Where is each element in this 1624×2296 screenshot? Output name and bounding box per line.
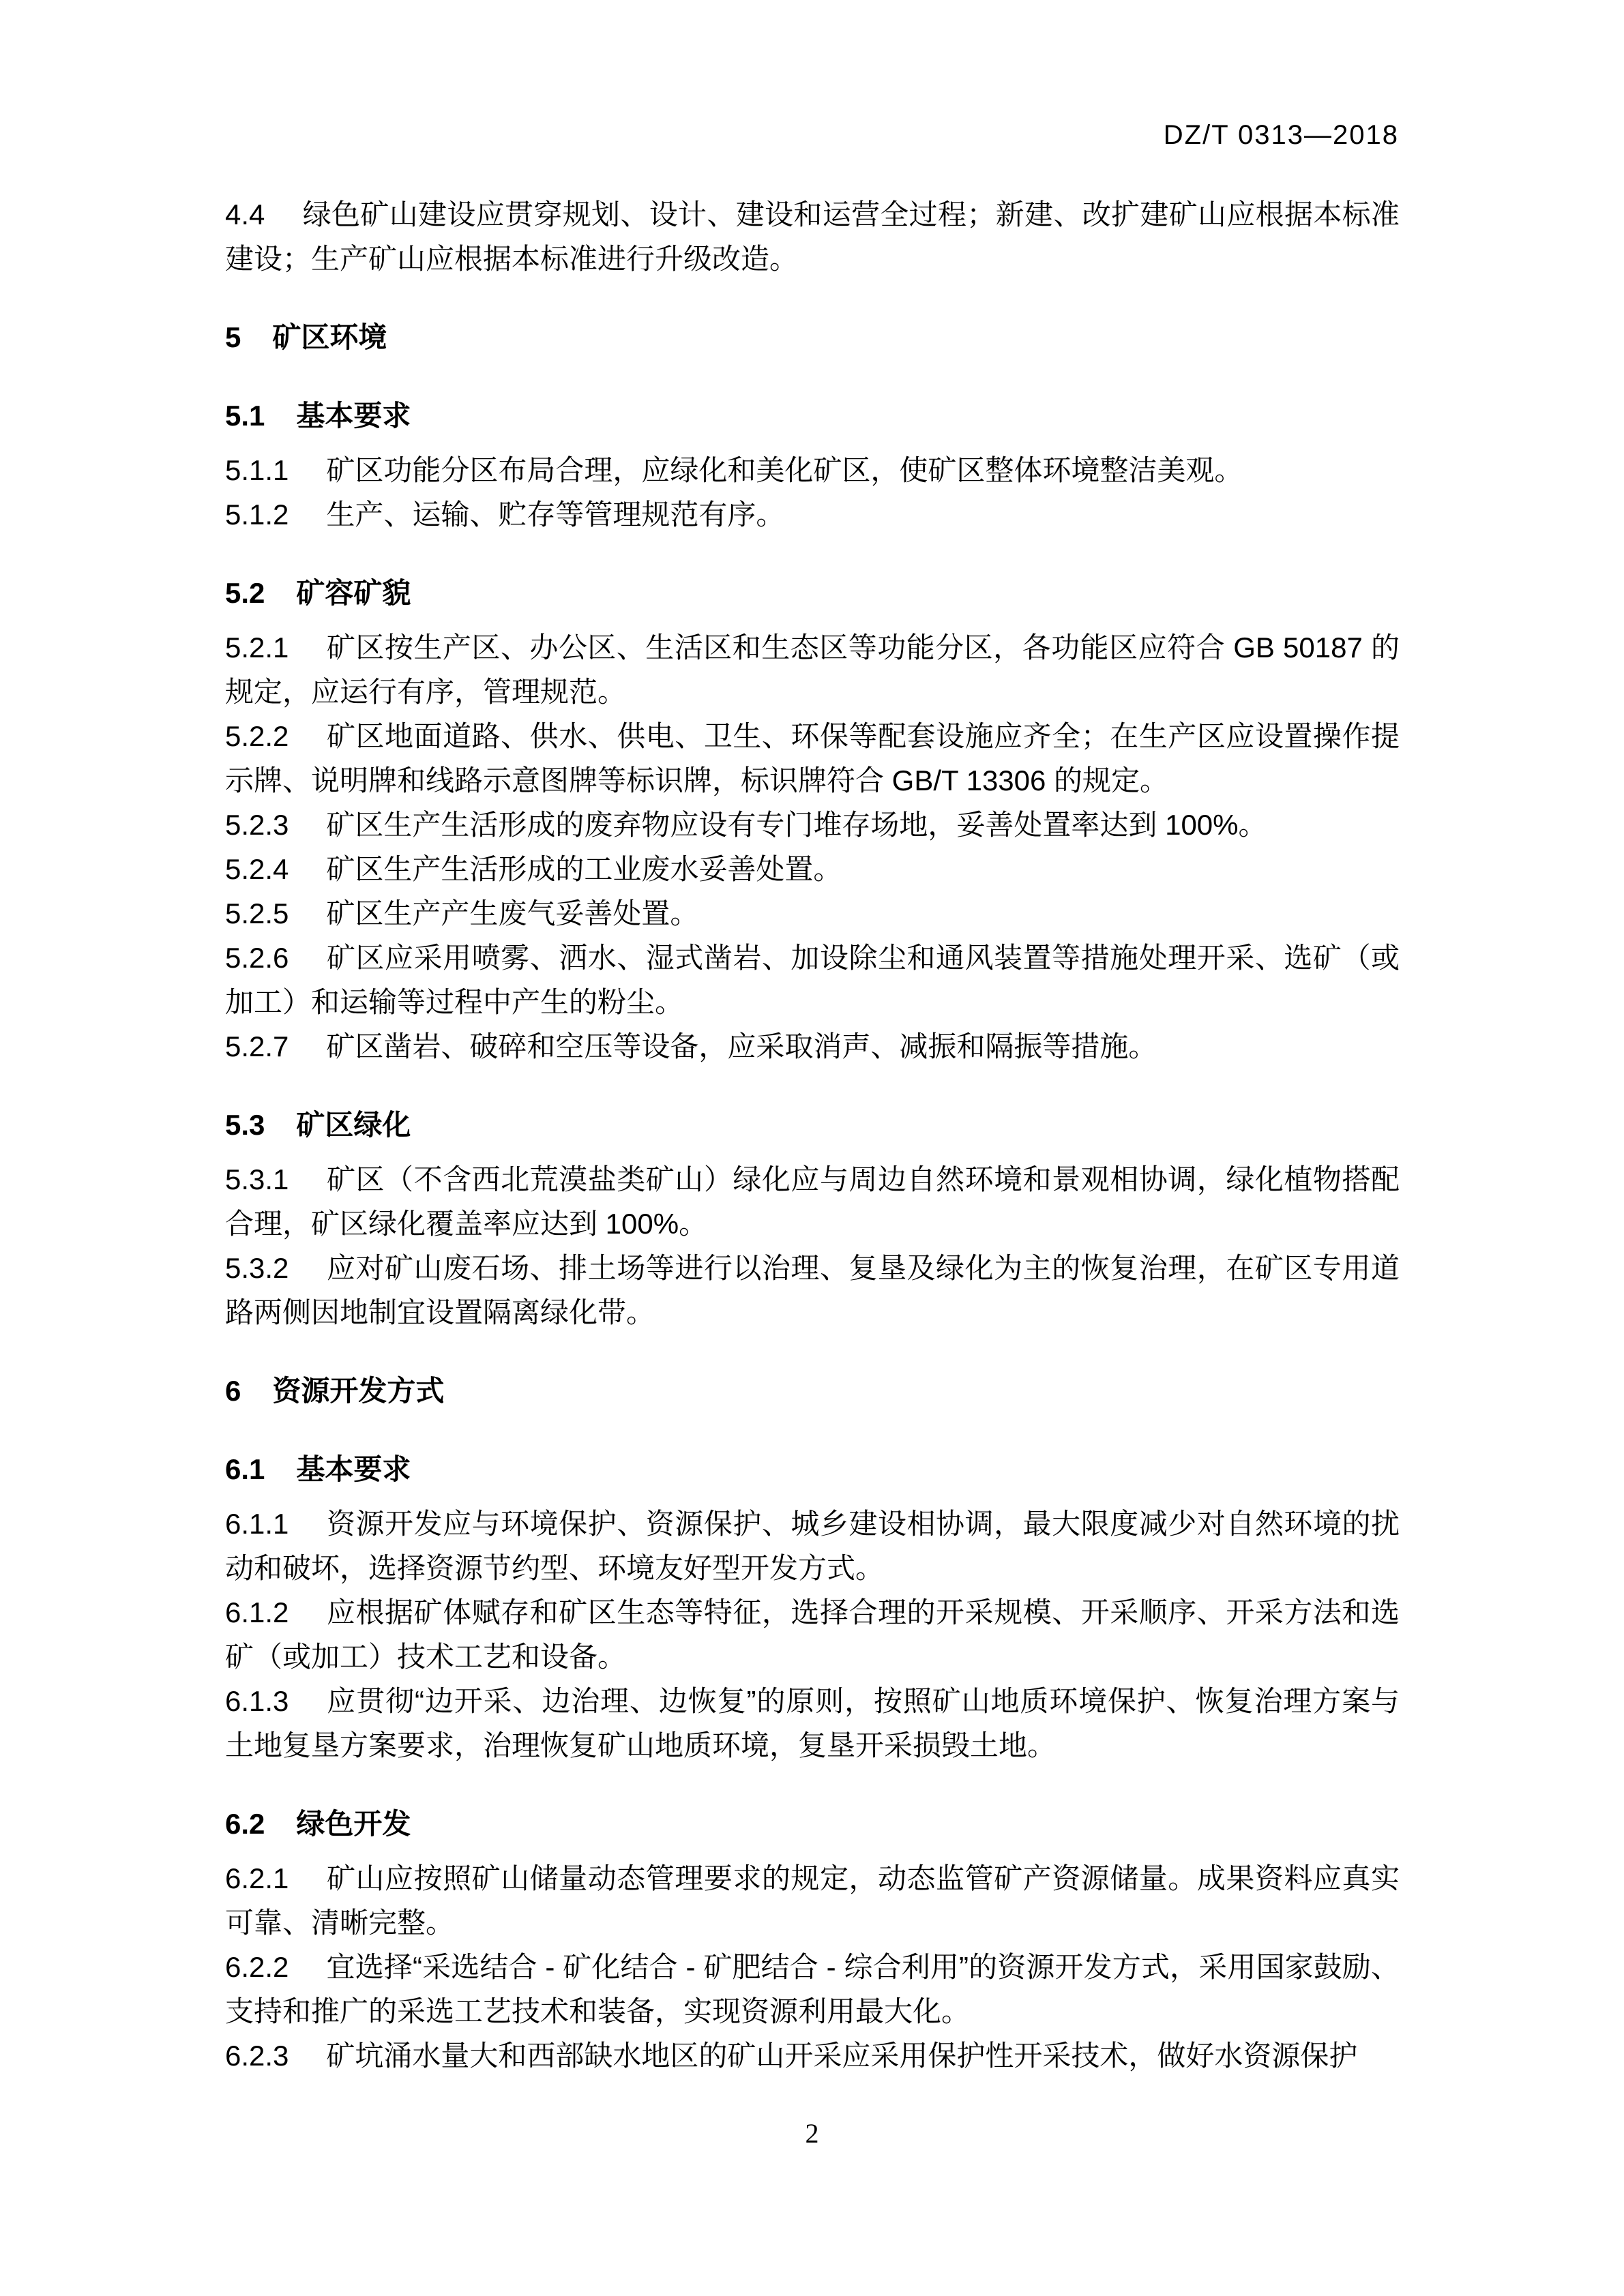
section-heading bbox=[225, 1802, 1400, 1846]
clause-number: 6 bbox=[225, 1375, 241, 1407]
clause-number: 5.1.1 bbox=[225, 454, 289, 486]
clause-text: 绿色矿山建设应贯穿规划、设计、建设和运营全过程；新建、改扩建矿山应根据本标准建设；生产矿山应根据本标准进行升级改造。 bbox=[225, 198, 1400, 275]
clause-paragraph bbox=[225, 492, 1400, 537]
clause-number: 5.2.6 bbox=[225, 942, 289, 974]
chapter-heading bbox=[225, 315, 1400, 359]
clause-paragraph bbox=[225, 1945, 1400, 2033]
clause-text: 生产、运输、贮存等管理规范有序。 bbox=[326, 498, 785, 531]
clause-text: 矿区生产生活形成的废弃物应设有专门堆存场地，妥善处置率达到 100%。 bbox=[326, 809, 1267, 841]
clause-paragraph bbox=[225, 847, 1400, 891]
clause-paragraph bbox=[225, 1502, 1400, 1590]
clause-text: 矿区生产生活形成的工业废水妥善处置。 bbox=[326, 853, 842, 885]
clause-text: 矿山应按照矿山储量动态管理要求的规定，动态监管矿产资源储量。成果资料应真实可靠、清晰完整。 bbox=[225, 1862, 1400, 1939]
clause-paragraph bbox=[225, 1024, 1400, 1069]
clause-text: 矿坑涌水量大和西部缺水地区的矿山开采应采用保护性开采技术，做好水资源保护 bbox=[326, 2040, 1358, 2072]
clause-text: 矿容矿貌 bbox=[296, 577, 411, 609]
clause-number: 5.2.1 bbox=[225, 631, 289, 664]
clause-paragraph bbox=[225, 803, 1400, 847]
clause-text: 应对矿山废石场、排土场等进行以治理、复垦及绿化为主的恢复治理，在矿区专用道路两侧因地制宜设置隔离绿化带。 bbox=[225, 1252, 1400, 1328]
clause-text: 矿区按生产区、办公区、生活区和生态区等功能分区，各功能区应符合 GB 50187 的规定，应运行有序，管理规范。 bbox=[225, 631, 1400, 708]
clause-paragraph bbox=[225, 1856, 1400, 1945]
clause-text: 应根据矿体赋存和矿区生态等特征，选择合理的开采规模、开采顺序、开采方法和选矿（或加工）技术工艺和设备。 bbox=[225, 1596, 1400, 1673]
clause-number: 6.1.3 bbox=[225, 1685, 289, 1717]
clause-text: 矿区地面道路、供水、供电、卫生、环保等配套设施应齐全；在生产区应设置操作提示牌、说明牌和线路示意图牌等标识牌，标识牌符合 GB/T 13306 的规定。 bbox=[225, 720, 1400, 796]
clause-paragraph bbox=[225, 1679, 1400, 1768]
clause-number: 5.3 bbox=[225, 1109, 265, 1141]
clause-number: 5.2.3 bbox=[225, 809, 289, 841]
clause-number: 6.2.2 bbox=[225, 1951, 289, 1983]
clause-text: 矿区绿化 bbox=[296, 1109, 411, 1141]
document-body bbox=[225, 192, 1400, 2078]
clause-paragraph bbox=[225, 2033, 1400, 2078]
clause-paragraph bbox=[225, 891, 1400, 936]
clause-number: 6.1.2 bbox=[225, 1596, 289, 1628]
clause-number: 5 bbox=[225, 321, 241, 353]
clause-text: 宜选择“采选结合 - 矿化结合 - 矿肥结合 - 综合利用”的资源开发方式，采用国家鼓励、支持和推广的采选工艺技术和装备，实现资源利用最大化。 bbox=[225, 1951, 1400, 2027]
clause-text: 矿区凿岩、破碎和空压等设备，应采取消声、减振和隔振等措施。 bbox=[326, 1030, 1157, 1062]
clause-paragraph bbox=[225, 192, 1400, 281]
section-heading bbox=[225, 393, 1400, 438]
clause-number: 4.4 bbox=[225, 198, 265, 230]
clause-text: 矿区应采用喷雾、洒水、湿式凿岩、加设除尘和通风装置等措施处理开采、选矿（或加工）和运输等过程中产生的粉尘。 bbox=[225, 942, 1400, 1018]
clause-number: 6.1.1 bbox=[225, 1508, 289, 1540]
clause-number: 5.2.5 bbox=[225, 897, 289, 929]
clause-number: 5.3.2 bbox=[225, 1252, 289, 1284]
clause-number: 6.2.1 bbox=[225, 1862, 289, 1894]
clause-paragraph bbox=[225, 1157, 1400, 1246]
clause-number: 5.1 bbox=[225, 400, 265, 432]
clause-number: 5.2 bbox=[225, 577, 265, 609]
section-heading bbox=[225, 1447, 1400, 1491]
clause-text: 基本要求 bbox=[296, 400, 411, 432]
clause-text: 基本要求 bbox=[296, 1453, 411, 1485]
clause-text: 资源开发应与环境保护、资源保护、城乡建设相协调，最大限度减少对自然环境的扰动和破坏，选择资源节约型、环境友好型开发方式。 bbox=[225, 1508, 1400, 1584]
document-code-header: DZ/T 0313—2018 bbox=[1163, 120, 1399, 150]
clause-text: 矿区（不含西北荒漠盐类矿山）绿化应与周边自然环境和景观相协调，绿化植物搭配合理，矿区绿化覆盖率应达到 100%。 bbox=[225, 1163, 1400, 1240]
clause-paragraph bbox=[225, 1590, 1400, 1679]
clause-text: 绿色开发 bbox=[296, 1808, 411, 1840]
clause-number: 6.1 bbox=[225, 1453, 265, 1485]
chapter-heading bbox=[225, 1369, 1400, 1413]
clause-number: 5.3.1 bbox=[225, 1163, 289, 1195]
clause-paragraph bbox=[225, 625, 1400, 714]
clause-text: 矿区功能分区布局合理，应绿化和美化矿区，使矿区整体环境整洁美观。 bbox=[326, 454, 1243, 486]
clause-number: 5.2.2 bbox=[225, 720, 289, 752]
section-heading bbox=[225, 571, 1400, 615]
clause-text: 矿区生产产生废气妥善处置。 bbox=[326, 897, 699, 929]
clause-number: 5.1.2 bbox=[225, 498, 289, 531]
clause-number: 6.2 bbox=[225, 1808, 265, 1840]
clause-number: 5.2.4 bbox=[225, 853, 289, 885]
clause-text: 资源开发方式 bbox=[272, 1375, 445, 1407]
clause-paragraph bbox=[225, 714, 1400, 803]
clause-text: 应贯彻“边开采、边治理、边恢复”的原则，按照矿山地质环境保护、恢复治理方案与土地复垦方案要求，治理恢复矿山地质环境，复垦开采损毁土地。 bbox=[225, 1685, 1400, 1761]
clause-text: 矿区环境 bbox=[272, 321, 387, 353]
clause-paragraph bbox=[225, 448, 1400, 492]
page-number: 2 bbox=[805, 2118, 819, 2149]
clause-paragraph bbox=[225, 936, 1400, 1024]
clause-paragraph bbox=[225, 1246, 1400, 1335]
section-heading bbox=[225, 1103, 1400, 1147]
clause-number: 5.2.7 bbox=[225, 1030, 289, 1062]
clause-number: 6.2.3 bbox=[225, 2040, 289, 2072]
